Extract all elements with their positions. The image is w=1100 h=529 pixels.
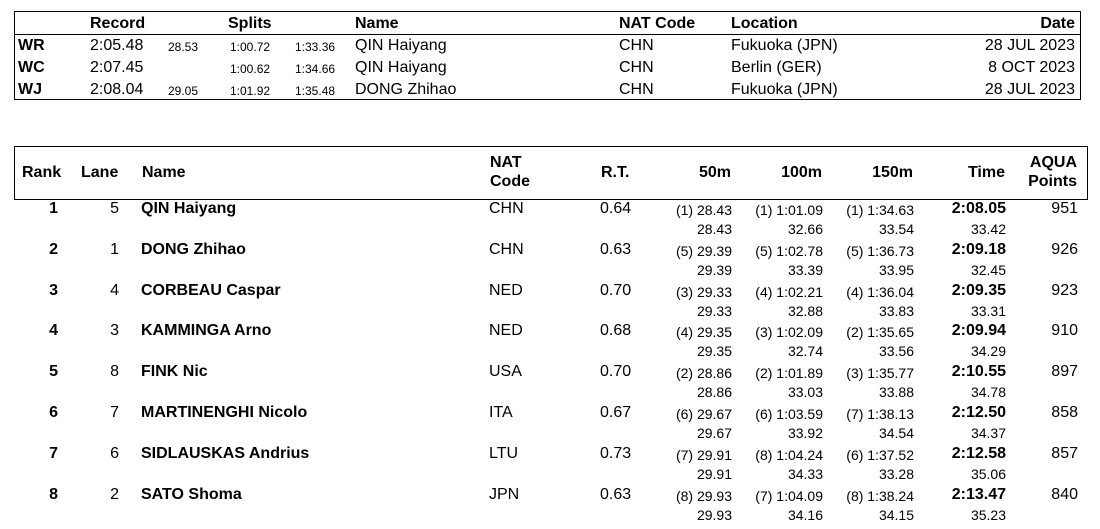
result-split-100: (5) 1:02.78 bbox=[755, 242, 823, 259]
result-rank: 5 bbox=[49, 363, 58, 381]
result-row bbox=[14, 200, 1088, 241]
result-lap-200: 33.31 bbox=[970, 302, 1006, 319]
record-row bbox=[15, 35, 1080, 57]
result-nat: JPN bbox=[489, 485, 520, 503]
result-nat: USA bbox=[489, 363, 522, 381]
record-name: QIN Haiyang bbox=[355, 37, 447, 54]
record-split-150: 1:34.66 bbox=[295, 62, 336, 76]
record-row bbox=[15, 57, 1080, 79]
result-name: CORBEAU Caspar bbox=[141, 281, 281, 299]
result-reaction-time: 0.70 bbox=[600, 363, 632, 381]
results-header-rt: R.T. bbox=[601, 164, 630, 181]
result-lap-200: 34.29 bbox=[970, 343, 1006, 360]
result-time: 2:09.94 bbox=[951, 322, 1006, 340]
result-lap-50: 28.43 bbox=[696, 221, 732, 237]
result-split-150: (7) 1:38.13 bbox=[846, 406, 914, 422]
result-lap-50: 29.67 bbox=[696, 425, 732, 441]
record-date: 28 JUL 2023 bbox=[984, 81, 1075, 98]
result-rank: 1 bbox=[49, 200, 58, 217]
result-split-50: (5) 29.39 bbox=[675, 242, 732, 259]
result-rank: 8 bbox=[49, 485, 58, 503]
result-split-150: (4) 1:36.04 bbox=[846, 283, 914, 300]
records-header-splits: Splits bbox=[228, 15, 272, 32]
result-lap-50: 29.33 bbox=[696, 302, 732, 319]
record-location: Berlin (GER) bbox=[731, 59, 822, 76]
results-header-code: Code bbox=[490, 173, 530, 190]
record-nat: CHN bbox=[619, 81, 654, 98]
result-row bbox=[14, 322, 1088, 363]
result-lap-50: 29.35 bbox=[696, 343, 732, 360]
result-lane: 3 bbox=[110, 322, 119, 340]
result-lap-100: 34.16 bbox=[787, 506, 823, 523]
results-header-rank: Rank bbox=[22, 164, 62, 181]
result-split-50: (4) 29.35 bbox=[675, 324, 732, 341]
result-time: 2:10.55 bbox=[951, 363, 1006, 381]
result-split-50: (8) 29.93 bbox=[675, 487, 732, 504]
result-lane: 5 bbox=[110, 200, 119, 217]
result-row bbox=[14, 363, 1088, 404]
result-lap-50: 29.91 bbox=[696, 465, 732, 482]
result-lap-150: 33.28 bbox=[878, 465, 914, 482]
record-split-100: 1:00.62 bbox=[230, 62, 271, 76]
result-split-150: (2) 1:35.65 bbox=[846, 324, 914, 341]
result-name: FINK Nic bbox=[141, 363, 208, 381]
result-points: 840 bbox=[1051, 485, 1078, 503]
result-reaction-time: 0.63 bbox=[600, 240, 632, 258]
result-name: DONG Zhihao bbox=[141, 240, 246, 258]
result-lap-150: 33.83 bbox=[878, 302, 914, 319]
record-time: 2:07.45 bbox=[90, 59, 144, 76]
result-rank: 4 bbox=[49, 322, 58, 340]
result-points: 897 bbox=[1051, 363, 1078, 381]
result-lap-100: 32.88 bbox=[787, 302, 823, 319]
result-lap-150: 34.15 bbox=[878, 506, 914, 523]
result-time: 2:08.05 bbox=[951, 200, 1006, 217]
result-split-100: (1) 1:01.09 bbox=[755, 202, 823, 218]
result-lap-100: 33.03 bbox=[787, 384, 823, 401]
result-lane: 8 bbox=[110, 363, 119, 381]
records-header-location: Location bbox=[731, 15, 798, 32]
record-code: WR bbox=[18, 37, 45, 54]
result-lane: 1 bbox=[110, 240, 119, 258]
result-lap-200: 34.78 bbox=[970, 384, 1006, 401]
results-header bbox=[14, 146, 1088, 200]
result-name: QIN Haiyang bbox=[141, 200, 237, 217]
result-time: 2:09.35 bbox=[951, 281, 1006, 299]
records-header-record: Record bbox=[90, 15, 146, 32]
result-lap-150: 33.88 bbox=[878, 384, 914, 401]
record-row bbox=[15, 79, 1080, 101]
record-name: QIN Haiyang bbox=[355, 59, 447, 76]
record-time: 2:05.48 bbox=[90, 37, 144, 54]
result-nat: CHN bbox=[489, 240, 524, 258]
records-header-name: Name bbox=[355, 15, 399, 32]
result-split-100: (8) 1:04.24 bbox=[755, 446, 823, 463]
results-header-nat: NAT bbox=[490, 154, 522, 171]
result-reaction-time: 0.64 bbox=[600, 200, 632, 217]
record-split-100: 1:01.92 bbox=[230, 84, 271, 98]
result-time: 2:13.47 bbox=[951, 485, 1006, 503]
records-header-nat: NAT Code bbox=[619, 15, 696, 32]
result-split-50: (1) 28.43 bbox=[675, 202, 732, 218]
result-reaction-time: 0.68 bbox=[600, 322, 632, 340]
result-lap-100: 32.66 bbox=[787, 221, 823, 237]
result-nat: CHN bbox=[489, 200, 524, 217]
result-nat: NED bbox=[489, 281, 523, 299]
result-reaction-time: 0.67 bbox=[600, 404, 632, 421]
result-row bbox=[14, 241, 1088, 282]
record-location: Fukuoka (JPN) bbox=[731, 81, 838, 98]
result-split-150: (6) 1:37.52 bbox=[846, 446, 914, 463]
record-code: WJ bbox=[18, 81, 42, 98]
result-lap-200: 32.45 bbox=[970, 261, 1006, 278]
result-row bbox=[14, 404, 1088, 445]
result-split-100: (7) 1:04.09 bbox=[755, 487, 823, 504]
record-nat: CHN bbox=[619, 37, 654, 54]
record-split-50: 28.53 bbox=[168, 40, 199, 54]
result-row bbox=[14, 486, 1088, 527]
result-points: 858 bbox=[1051, 404, 1078, 421]
record-code: WC bbox=[18, 59, 45, 76]
result-points: 923 bbox=[1051, 281, 1078, 299]
result-nat: NED bbox=[489, 322, 523, 340]
results-header-150m: 150m bbox=[872, 164, 913, 181]
result-name: SATO Shoma bbox=[141, 485, 242, 503]
results-header-100m: 100m bbox=[781, 164, 822, 181]
results-header-time: Time bbox=[967, 164, 1005, 181]
result-points: 926 bbox=[1051, 240, 1078, 258]
result-split-100: (3) 1:02.09 bbox=[755, 324, 823, 341]
result-name: KAMMINGA Arno bbox=[141, 322, 272, 340]
result-row bbox=[14, 282, 1088, 323]
results-header-aqua: AQUA bbox=[1029, 154, 1077, 171]
result-reaction-time: 0.73 bbox=[600, 444, 632, 462]
record-date: 28 JUL 2023 bbox=[984, 37, 1075, 54]
records-header bbox=[15, 13, 1080, 35]
result-time: 2:12.58 bbox=[951, 444, 1006, 462]
result-lap-100: 34.33 bbox=[787, 465, 823, 482]
record-split-50: 29.05 bbox=[168, 84, 199, 98]
record-time: 2:08.04 bbox=[90, 81, 144, 98]
result-split-50: (6) 29.67 bbox=[675, 406, 732, 422]
result-lap-200: 35.23 bbox=[970, 506, 1006, 523]
result-points: 951 bbox=[1051, 200, 1078, 217]
result-points: 857 bbox=[1051, 444, 1078, 462]
records-table bbox=[14, 11, 1081, 100]
result-lap-50: 28.86 bbox=[696, 384, 732, 401]
result-split-150: (5) 1:36.73 bbox=[846, 242, 914, 259]
result-split-100: (2) 1:01.89 bbox=[755, 365, 823, 382]
result-lane: 6 bbox=[110, 444, 119, 462]
result-time: 2:09.18 bbox=[951, 240, 1006, 258]
result-rank: 2 bbox=[49, 240, 58, 258]
result-split-50: (3) 29.33 bbox=[675, 283, 732, 300]
record-date: 8 OCT 2023 bbox=[988, 59, 1075, 76]
results-header-50m: 50m bbox=[698, 164, 731, 181]
record-nat: CHN bbox=[619, 59, 654, 76]
result-nat: LTU bbox=[489, 444, 519, 462]
result-lap-150: 33.54 bbox=[878, 221, 914, 237]
result-lap-150: 33.56 bbox=[878, 343, 914, 360]
record-split-100: 1:00.72 bbox=[230, 40, 271, 54]
records-header-date: Date bbox=[1040, 15, 1075, 32]
result-lap-150: 33.95 bbox=[878, 261, 914, 278]
result-lap-50: 29.93 bbox=[696, 506, 732, 523]
result-lap-200: 35.06 bbox=[970, 465, 1006, 482]
result-lap-100: 33.92 bbox=[787, 425, 823, 441]
result-split-50: (2) 28.86 bbox=[675, 365, 732, 382]
results-header-points: Points bbox=[1028, 173, 1077, 190]
result-split-150: (3) 1:35.77 bbox=[846, 365, 914, 382]
record-location: Fukuoka (JPN) bbox=[731, 37, 838, 54]
results-header-name: Name bbox=[142, 164, 186, 181]
result-name: SIDLAUSKAS Andrius bbox=[141, 444, 310, 462]
result-split-50: (7) 29.91 bbox=[675, 446, 732, 463]
result-reaction-time: 0.70 bbox=[600, 281, 632, 299]
result-split-150: (8) 1:38.24 bbox=[846, 487, 914, 504]
result-time: 2:12.50 bbox=[951, 404, 1006, 421]
result-row bbox=[14, 445, 1088, 486]
record-name: DONG Zhihao bbox=[355, 81, 457, 98]
result-lap-200: 33.42 bbox=[970, 221, 1006, 237]
result-split-100: (6) 1:03.59 bbox=[755, 406, 823, 422]
result-rank: 6 bbox=[49, 404, 58, 421]
result-split-100: (4) 1:02.21 bbox=[755, 283, 823, 300]
result-lane: 2 bbox=[110, 485, 119, 503]
result-lap-100: 32.74 bbox=[787, 343, 823, 360]
result-nat: ITA bbox=[489, 404, 513, 421]
result-lap-50: 29.39 bbox=[696, 261, 732, 278]
results-header-lane: Lane bbox=[81, 164, 119, 181]
result-name: MARTINENGHI Nicolo bbox=[141, 404, 308, 421]
result-lane: 4 bbox=[110, 281, 119, 299]
record-split-150: 1:33.36 bbox=[295, 40, 336, 54]
result-rank: 7 bbox=[49, 444, 58, 462]
result-rank: 3 bbox=[49, 281, 58, 299]
result-lap-200: 34.37 bbox=[970, 425, 1006, 441]
result-split-150: (1) 1:34.63 bbox=[846, 202, 914, 218]
result-lap-100: 33.39 bbox=[787, 261, 823, 278]
result-lane: 7 bbox=[110, 404, 119, 421]
record-split-150: 1:35.48 bbox=[295, 84, 336, 98]
result-lap-150: 34.54 bbox=[878, 425, 914, 441]
result-points: 910 bbox=[1051, 322, 1078, 340]
result-reaction-time: 0.63 bbox=[600, 485, 632, 503]
